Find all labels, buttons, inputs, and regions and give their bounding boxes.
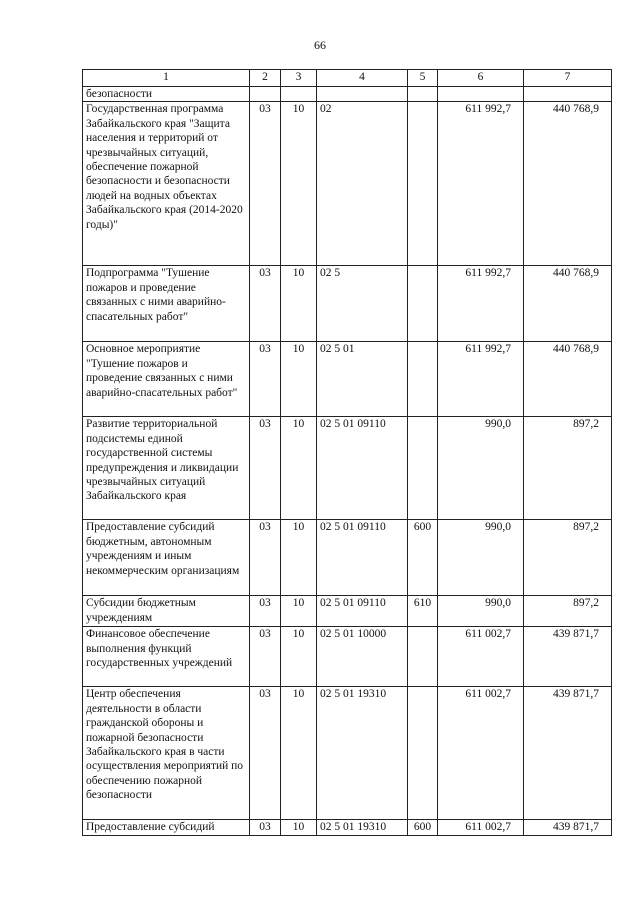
row-amount-2: 439 871,7 <box>524 687 612 820</box>
row-amount-1: 990,0 <box>438 520 524 596</box>
table-row <box>83 520 612 596</box>
row-target-article: 02 5 01 09110 <box>317 596 408 627</box>
row-amount-1: 990,0 <box>438 596 524 627</box>
row-section: 03 <box>250 520 281 596</box>
row-expense-type <box>408 102 438 266</box>
row-subsection: 10 <box>281 417 317 520</box>
row-section: 03 <box>250 417 281 520</box>
table-row <box>83 627 612 687</box>
table-row <box>83 596 612 627</box>
row-subsection <box>281 87 317 102</box>
row-section: 03 <box>250 820 281 836</box>
column-header: 6 <box>438 70 524 87</box>
table-row <box>83 102 612 266</box>
row-amount-1: 990,0 <box>438 417 524 520</box>
table-header-row <box>83 70 612 87</box>
row-target-article: 02 5 01 19310 <box>317 820 408 836</box>
row-amount-1: 611 992,7 <box>438 266 524 342</box>
row-subsection: 10 <box>281 342 317 417</box>
row-target-article: 02 5 01 <box>317 342 408 417</box>
row-target-article: 02 5 <box>317 266 408 342</box>
row-expense-type <box>408 87 438 102</box>
row-target-article: 02 <box>317 102 408 266</box>
budget-table <box>82 69 612 836</box>
column-header: 4 <box>317 70 408 87</box>
row-section: 03 <box>250 342 281 417</box>
row-name: Предоставление субсидий бюджетным, автономным учреждениям и иным некоммерческим организациям <box>83 520 250 596</box>
row-amount-2: 440 768,9 <box>524 102 612 266</box>
row-expense-type <box>408 342 438 417</box>
row-section: 03 <box>250 627 281 687</box>
row-name: Предоставление субсидий <box>83 820 250 836</box>
row-target-article: 02 5 01 09110 <box>317 417 408 520</box>
row-expense-type: 600 <box>408 820 438 836</box>
row-amount-1 <box>438 87 524 102</box>
row-amount-1: 611 002,7 <box>438 820 524 836</box>
row-target-article: 02 5 01 09110 <box>317 520 408 596</box>
row-subsection: 10 <box>281 596 317 627</box>
table-row <box>83 687 612 820</box>
column-header: 5 <box>408 70 438 87</box>
row-expense-type: 610 <box>408 596 438 627</box>
row-amount-2 <box>524 87 612 102</box>
row-target-article: 02 5 01 19310 <box>317 687 408 820</box>
row-subsection: 10 <box>281 520 317 596</box>
column-header: 7 <box>524 70 612 87</box>
row-amount-2: 897,2 <box>524 417 612 520</box>
row-name: Финансовое обеспечение выполнения функций государственных учреждений <box>83 627 250 687</box>
column-header: 1 <box>83 70 250 87</box>
row-amount-1: 611 002,7 <box>438 687 524 820</box>
table-row <box>83 342 612 417</box>
row-subsection: 10 <box>281 102 317 266</box>
row-amount-1: 611 992,7 <box>438 102 524 266</box>
row-amount-2: 439 871,7 <box>524 627 612 687</box>
row-subsection: 10 <box>281 627 317 687</box>
row-name: безопасности <box>83 87 250 102</box>
row-amount-2: 897,2 <box>524 596 612 627</box>
row-name: Основное мероприятие "Тушение пожаров и проведение связанных с ними аварийно-спасательных работ" <box>83 342 250 417</box>
row-name: Развитие территориальной подсистемы единой государственной системы предупреждения и ликвидации чрезвычайных ситуаций Забайкальского края <box>83 417 250 520</box>
row-name: Подпрограмма "Тушение пожаров и проведение связанных с ними аварийно-спасательных работ" <box>83 266 250 342</box>
row-subsection: 10 <box>281 820 317 836</box>
row-expense-type <box>408 266 438 342</box>
row-target-article <box>317 87 408 102</box>
row-expense-type <box>408 687 438 820</box>
column-header: 2 <box>250 70 281 87</box>
row-section: 03 <box>250 687 281 820</box>
row-amount-1: 611 992,7 <box>438 342 524 417</box>
row-name: Государственная программа Забайкальского края "Защита населения и территорий от чрезвычайных ситуаций, обеспечение пожарной безопасности и безопасности людей на водных объектах Забайкальского края (2014-2020 годы)" <box>83 102 250 266</box>
row-section: 03 <box>250 102 281 266</box>
row-section: 03 <box>250 596 281 627</box>
row-name: Центр обеспечения деятельности в области гражданской обороны и пожарной безопасности Забайкальского края в части осуществления мероприятий по обеспечению пожарной безопасности <box>83 687 250 820</box>
row-subsection: 10 <box>281 687 317 820</box>
row-section: 03 <box>250 266 281 342</box>
row-amount-2: 439 871,7 <box>524 820 612 836</box>
page-number: 66 <box>314 38 326 52</box>
row-subsection: 10 <box>281 266 317 342</box>
row-expense-type <box>408 417 438 520</box>
row-target-article: 02 5 01 10000 <box>317 627 408 687</box>
row-amount-2: 440 768,9 <box>524 342 612 417</box>
row-section <box>250 87 281 102</box>
row-amount-2: 440 768,9 <box>524 266 612 342</box>
row-name: Субсидии бюджетным учреждениям <box>83 596 250 627</box>
row-expense-type <box>408 627 438 687</box>
table-row <box>83 87 612 102</box>
table-row <box>83 820 612 836</box>
table-row <box>83 417 612 520</box>
row-amount-1: 611 002,7 <box>438 627 524 687</box>
table-row <box>83 266 612 342</box>
column-header: 3 <box>281 70 317 87</box>
row-expense-type: 600 <box>408 520 438 596</box>
row-amount-2: 897,2 <box>524 520 612 596</box>
